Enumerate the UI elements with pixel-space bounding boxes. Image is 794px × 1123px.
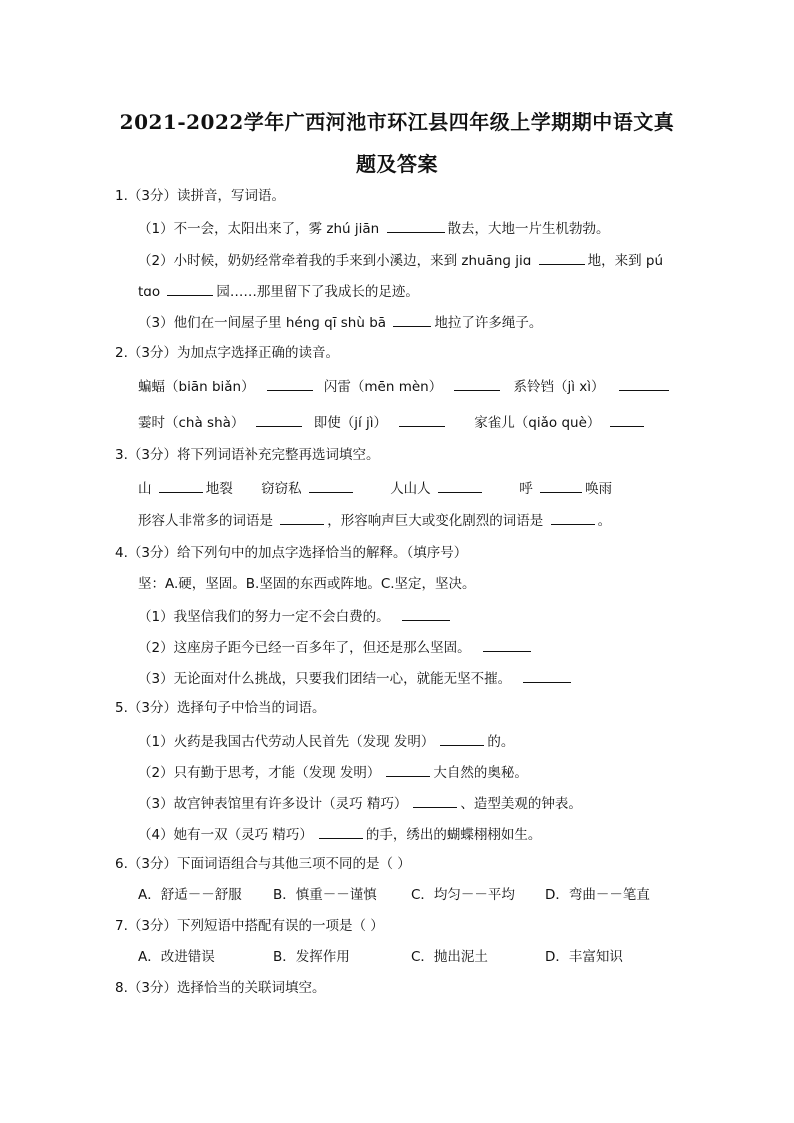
q3-word-1b: 地裂 xyxy=(205,481,233,497)
q5-s3-text-b: 、造型美观的钟表。 xyxy=(460,796,582,812)
q2-heading: 2.（3分）为加点字选择正确的读音。 xyxy=(115,345,339,361)
q5-s2-text-b: 大自然的奥秘。 xyxy=(433,765,528,781)
q4-sentence-1 xyxy=(138,606,453,626)
q7-option-a[interactable]: A．改进错误 xyxy=(138,949,215,965)
q6-option-c[interactable]: C．均匀－－平均 xyxy=(411,887,515,903)
q4-definitions: 坚：A.硬，坚固。B.坚固的东西或阵地。C.坚定，坚决。 xyxy=(138,576,476,592)
q5-blank-2[interactable] xyxy=(386,762,430,777)
q7-option-b[interactable]: B．发挥作用 xyxy=(273,949,350,965)
q1-s2-text-a: （2）小时候，奶奶经常牵着我的手来到小溪边，来到 zhuānɡ jiɑ xyxy=(138,253,536,269)
q3-blank-6[interactable] xyxy=(551,510,595,525)
q4-blank-2[interactable] xyxy=(483,637,531,652)
q1-sentence-3 xyxy=(138,312,542,332)
q1-s3-text-a: （3）他们在一间屋子里 hénɡ qī shù bā xyxy=(138,315,391,331)
q4-s2-text: （2）这座房子距今已经一百多年了，但还是那么坚固。 xyxy=(138,640,471,656)
q2-blank-4[interactable] xyxy=(256,412,302,427)
q1-sentence-2 xyxy=(138,250,663,270)
q4-blank-3[interactable] xyxy=(523,668,571,683)
q4-s3-text: （3）无论面对什么挑战，只要我们团结一心，就能无坚不摧。 xyxy=(138,671,512,687)
q1-s2-text-d: 园……那里留下了我成长的足迹。 xyxy=(216,284,419,300)
q2-blank-5[interactable] xyxy=(399,412,445,427)
q3-fill-sentence xyxy=(138,510,611,530)
q5-heading: 5.（3分）选择句子中恰当的词语。 xyxy=(115,700,326,716)
q5-sentence-2 xyxy=(138,762,528,782)
q5-s1-text-a: （1）火药是我国古代劳动人民首先（发现 发明） xyxy=(138,734,435,750)
q1-s2-blank-1[interactable] xyxy=(539,250,585,265)
q2-item-4: 霎时（chà shà） xyxy=(138,415,245,431)
q2-blank-2[interactable] xyxy=(454,376,500,391)
q5-s4-text-a: （4）她有一双（灵巧 精巧） xyxy=(138,827,313,843)
q3-word-3: 人山人 xyxy=(390,481,435,497)
q2-row-2 xyxy=(138,412,647,432)
q1-sentence-1 xyxy=(138,218,610,238)
q1-s2-text-b: 地，来到 pú xyxy=(587,253,664,269)
q8-heading: 8.（3分）选择恰当的关联词填空。 xyxy=(115,980,326,996)
q3-word-2: 窃窃私 xyxy=(261,481,306,497)
q2-item-5: 即使（jí jì） xyxy=(313,415,387,431)
q3-blank-4[interactable] xyxy=(540,478,582,493)
q5-blank-3[interactable] xyxy=(413,793,457,808)
q5-blank-1[interactable] xyxy=(440,731,484,746)
q4-sentence-2 xyxy=(138,637,534,657)
q4-blank-1[interactable] xyxy=(402,606,450,621)
document-title-line1: 2021-2022学年广西河池市环江县四年级上学期期中语文真 xyxy=(119,110,675,134)
q3-blank-5[interactable] xyxy=(280,510,324,525)
q3-word-1a: 山 xyxy=(138,481,156,497)
q5-s4-text-b: 的手，绣出的蝴蝶栩栩如生。 xyxy=(365,827,542,843)
q5-s3-text-a: （3）故宫钟表馆里有许多设计（灵巧 精巧） xyxy=(138,796,408,812)
q7-heading: 7.（3分）下列短语中搭配有误的一项是（ ） xyxy=(115,918,384,934)
q3-s3: 。 xyxy=(597,513,612,529)
q5-sentence-3 xyxy=(138,793,582,813)
q5-s2-text-a: （2）只有勤于思考，才能（发现 发明） xyxy=(138,765,381,781)
q2-blank-6[interactable] xyxy=(610,412,644,427)
q3-words-row xyxy=(138,478,612,498)
q3-word-4a: 呼 xyxy=(519,481,538,497)
q6-option-b[interactable]: B．慎重－－谨慎 xyxy=(273,887,377,903)
q2-item-3: 系铃铛（jì xì） xyxy=(513,379,605,395)
document-title-line2: 题及答案 xyxy=(356,152,438,176)
q6-heading: 6.（3分）下面词语组合与其他三项不同的是（ ） xyxy=(115,856,411,872)
q2-blank-3[interactable] xyxy=(619,376,669,391)
q2-blank-1[interactable] xyxy=(267,376,313,391)
q5-sentence-1 xyxy=(138,731,514,751)
q3-heading: 3.（3分）将下列词语补充完整再选词填空。 xyxy=(115,447,380,463)
q5-blank-4[interactable] xyxy=(319,824,363,839)
q5-s1-text-b: 的。 xyxy=(487,734,515,750)
q3-word-4b: 唤雨 xyxy=(585,481,613,497)
q4-heading: 4.（3分）给下列句中的加点字选择恰当的解释。（填序号） xyxy=(115,545,468,561)
q3-blank-3[interactable] xyxy=(438,478,482,493)
q2-item-1: 蝙蝠（biān biǎn） xyxy=(138,379,255,395)
q1-s3-text-b: 地拉了许多绳子。 xyxy=(434,315,543,331)
q7-option-c[interactable]: C．抛出泥土 xyxy=(411,949,488,965)
q1-sentence-2-cont xyxy=(138,281,419,301)
q3-blank-1[interactable] xyxy=(159,478,203,493)
q6-option-d[interactable]: D．弯曲－－笔直 xyxy=(545,887,650,903)
q7-option-d[interactable]: D．丰富知识 xyxy=(545,949,623,965)
q4-s1-text: （1）我坚信我们的努力一定不会白费的。 xyxy=(138,609,390,625)
q2-item-2: 闪雷（mēn mèn） xyxy=(323,379,443,395)
q1-heading: 1.（3分）读拼音，写词语。 xyxy=(115,188,285,204)
q6-option-a[interactable]: A．舒适－－舒服 xyxy=(138,887,242,903)
q3-s2: ，形容响声巨大或变化剧烈的词语是 xyxy=(327,513,548,529)
q2-row-1 xyxy=(138,376,672,396)
q1-s3-blank[interactable] xyxy=(393,312,431,327)
q5-sentence-4 xyxy=(138,824,541,844)
q1-s1-text-b: 散去，大地一片生机勃勃。 xyxy=(447,221,610,237)
q3-blank-2[interactable] xyxy=(309,478,353,493)
q1-s2-blank-2[interactable] xyxy=(167,281,213,296)
q4-sentence-3 xyxy=(138,668,574,688)
q1-s2-text-c: tɑo xyxy=(138,284,165,300)
q1-s1-text-a: （1）不一会，太阳出来了，雾 zhú jiān xyxy=(138,221,384,237)
q1-s1-blank[interactable] xyxy=(387,218,445,233)
q3-s1: 形容人非常多的词语是 xyxy=(138,513,278,529)
q2-item-6: 家雀儿（qiǎo què） xyxy=(474,415,601,431)
